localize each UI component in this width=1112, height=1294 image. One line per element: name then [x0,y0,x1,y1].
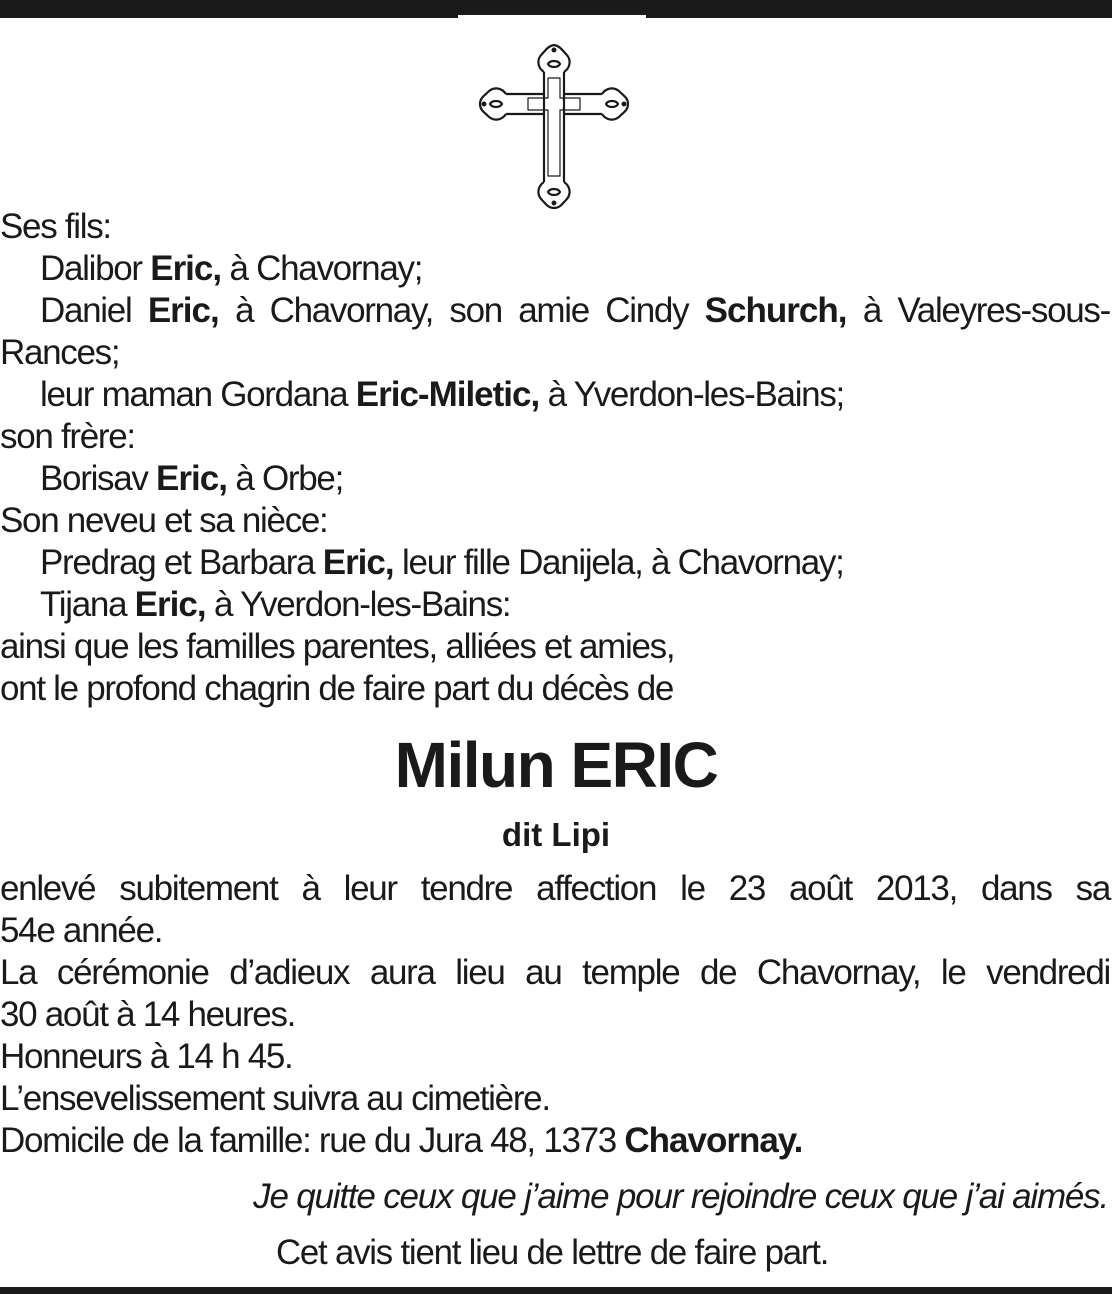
death-line-2: 54e année. [0,911,163,950]
burial-line: L’ensevelissement suivra au cimetière. [0,1079,550,1118]
domicile-line: Domicile de la famille: rue du Jura 48, 1373 Chavornay. [0,1121,803,1160]
grief-line: ont le profond chagrin de faire part du décès de [0,669,674,708]
top-border-gap [458,15,646,18]
brother-heading: son frère: [0,417,135,456]
bottom-border-rule [0,1287,1112,1294]
nephew-line: Predrag et Barbara Eric, leur fille Danijela, à Chavornay; [40,543,844,582]
nephew-niece-heading: Son neveu et sa nièce: [0,501,328,540]
mother-line: leur maman Gordana Eric-Miletic, à Yverdon-les-Bains; [40,375,844,414]
deceased-name: Milun ERIC [394,729,718,801]
cross-icon [478,42,630,210]
niece-line: Tijana Eric, à Yverdon-les-Bains: [40,585,511,624]
ceremony-line-1: La cérémonie d’adieux aura lieu au temple de Chavornay, le vendredi [0,953,1110,992]
ceremony-line-2: 30 août à 14 heures. [0,995,296,1034]
deceased-nickname: dit Lipi [501,816,611,853]
farewell-quote: Je quitte ceux que j’aime pour rejoindre ceux que j’ai aimés. [253,1177,1108,1216]
son-2-line-cont: Rances; [0,333,120,372]
notice-line: Cet avis tient lieu de lettre de faire part. [275,1233,829,1272]
death-line-1: enlevé subitement à leur tendre affection le 23 août 2013, dans sa [0,869,1110,908]
funeral-details [0,868,1110,1162]
son-1-line: Dalibor Eric, à Chavornay; [40,249,423,288]
honours-line: Honneurs à 14 h 45. [0,1037,293,1076]
brother-line: Borisav Eric, à Orbe; [40,459,343,498]
families-line: ainsi que les familles parentes, alliées et amies, [0,627,675,666]
sons-heading: Ses fils: [0,207,111,246]
son-2-line: Daniel Eric, à Chavornay, son amie Cindy Schurch, à Valeyres-sous- [40,291,1110,330]
family-list [0,206,1110,710]
